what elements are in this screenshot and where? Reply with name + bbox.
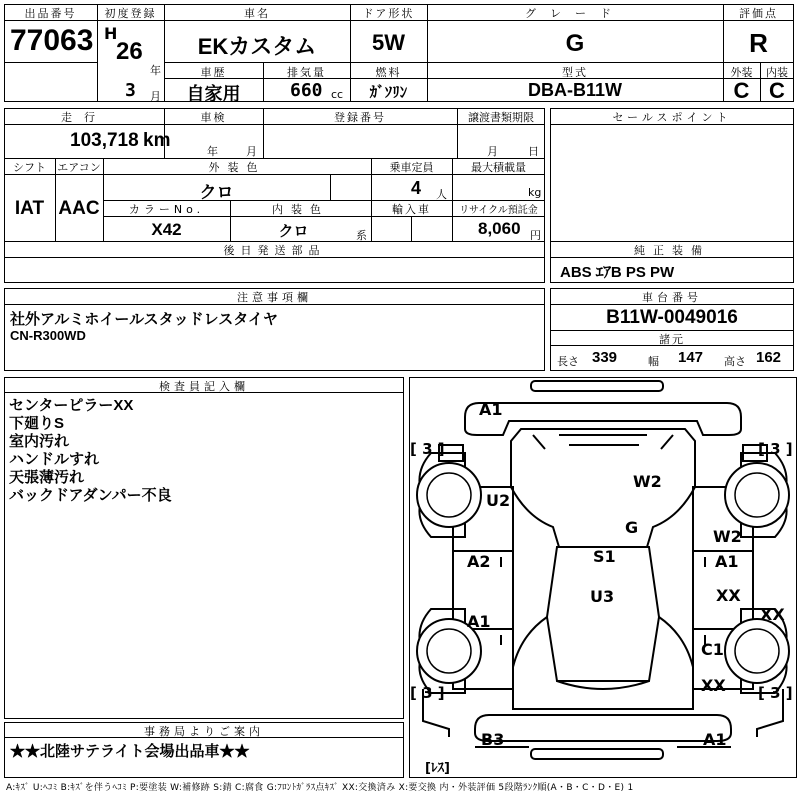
recycle-unit: 円 xyxy=(530,229,541,242)
inspector-note: 天張薄汚れ xyxy=(9,469,85,486)
mark-a1-rear: A1 xyxy=(703,730,727,749)
registration-month: 3 xyxy=(125,80,136,101)
model-label: 型式 xyxy=(562,66,588,79)
mileage: 103,718 xyxy=(70,130,139,151)
mark-g-glass: G xyxy=(625,518,639,537)
max-load-unit: kg xyxy=(528,186,542,199)
later-parts-label: 後日発送部品 xyxy=(223,244,326,257)
mark-xx-right: XX xyxy=(716,586,741,605)
mark-a1-left: A1 xyxy=(467,612,491,631)
era: H xyxy=(104,24,118,43)
mark-w2-right: W2 xyxy=(713,527,742,546)
aircon: AAC xyxy=(58,198,100,219)
fuel: ｶﾞｿﾘﾝ xyxy=(369,84,408,101)
tire-front-left: [ 3 ] xyxy=(410,440,445,458)
interior-color-label: 内装色 xyxy=(272,203,329,216)
damage-legend: A:ｷｽﾞ U:ﾍｺﾐ B:ｷｽﾞを伴うﾍｺﾐ P:要塗装 W:補修跡 S:錆 C:腐食 G:ﾌﾛﾝﾄｶﾞﾗｽ点ｷｽﾞ XX:交換済み X:要交換 内・外装評価 5段階ﾗﾝｸ順(A・B・C・D・E) 1 xyxy=(6,783,634,793)
score: R xyxy=(749,28,768,58)
interior-color: クロ xyxy=(278,223,309,240)
recycle-fee: 8,060 xyxy=(478,219,521,238)
grade-label: グレード xyxy=(525,7,625,20)
spare-tire-status: [ﾚｽ] xyxy=(425,761,450,776)
first-registration-label: 初度登録 xyxy=(104,7,157,20)
capacity-label: 乗車定員 xyxy=(389,161,434,174)
mark-a1-right: A1 xyxy=(715,552,739,571)
height-label: 高さ xyxy=(724,355,746,368)
office-notice: ★★北陸サテライト会場出品車★★ xyxy=(10,743,250,760)
model: DBA-B11W xyxy=(527,80,622,100)
shift: IAT xyxy=(14,198,45,219)
displacement-unit: cc xyxy=(331,88,344,101)
chassis-number: B11W-0049016 xyxy=(606,307,738,328)
mark-w2-roof: W2 xyxy=(633,472,662,491)
height: 162 xyxy=(756,349,782,366)
history: 自家用 xyxy=(186,84,241,104)
interior-label: 内装 xyxy=(766,66,788,79)
inspection-year-unit: 年 xyxy=(207,145,218,158)
aircon-label: エアコン xyxy=(57,161,101,174)
grade: G xyxy=(565,30,585,57)
tire-rear-right: [ 3 ] xyxy=(758,684,793,702)
mark-a1-front: A1 xyxy=(479,400,503,419)
mark-a2-left: A2 xyxy=(467,552,491,571)
exterior-label: 外装 xyxy=(730,66,753,79)
exterior-color: クロ xyxy=(199,183,234,202)
mileage-label: 走行 xyxy=(61,111,107,124)
sales-point-label: セールスポイント xyxy=(612,111,732,124)
equipment-label: 純正装備 xyxy=(634,244,710,257)
width: 147 xyxy=(678,349,704,366)
car-name-label: 車名 xyxy=(244,7,270,20)
lot-number-label: 出品番号 xyxy=(24,7,77,20)
shift-label: シフト xyxy=(13,161,46,174)
import-label: 輸入車 xyxy=(392,203,431,216)
inspector-note: 下廻りS xyxy=(9,415,65,432)
equipment: ABS ｴｱB PS PW xyxy=(560,264,675,281)
office-label: 事務局よりご案内 xyxy=(144,725,264,738)
transfer-day: 日 xyxy=(528,145,539,158)
recycle-label: リサイクル預託金 xyxy=(459,205,538,216)
notes-line-1: 社外アルミホイールスタッドレスタイヤ xyxy=(10,311,278,328)
mark-u2-left: U2 xyxy=(486,491,511,510)
transfer-deadline-label: 譲渡書類期限 xyxy=(468,111,534,124)
interior-color-unit: 系 xyxy=(356,229,367,242)
length: 339 xyxy=(592,349,618,366)
mark-c1: C1 xyxy=(701,640,724,659)
inspector-note: バックドアダンパー不良 xyxy=(9,487,172,504)
month-unit: 月 xyxy=(150,90,161,103)
exterior-score: C xyxy=(733,78,750,103)
inspector-note: ハンドルすれ xyxy=(9,451,100,468)
capacity: 4 xyxy=(411,178,422,198)
color-number: X42 xyxy=(151,220,182,239)
inspector-note: センターピラーXX xyxy=(9,397,134,414)
mark-b3: B3 xyxy=(481,730,505,749)
inspection-month-unit: 月 xyxy=(246,145,257,158)
car-name: EKカスタム xyxy=(197,34,317,59)
door-label: ドア形状 xyxy=(362,7,415,20)
mark-u3: U3 xyxy=(590,587,615,606)
mark-s1: S1 xyxy=(593,547,616,566)
interior-score: C xyxy=(769,78,785,103)
displacement: 660 xyxy=(290,80,323,101)
transfer-month: 月 xyxy=(487,145,498,158)
inspection-label: 車検 xyxy=(200,111,227,124)
mark-xx-lower: XX xyxy=(701,676,726,695)
displacement-label: 排気量 xyxy=(287,66,326,79)
history-label: 車歴 xyxy=(200,66,227,79)
chassis-label: 車台番号 xyxy=(642,291,702,304)
registration-number-label: 登録番号 xyxy=(334,111,386,124)
tire-front-right: [ 3 ] xyxy=(758,440,793,458)
color-number-label: カラーNo. xyxy=(128,203,205,216)
length-label: 長さ xyxy=(557,355,579,368)
width-label: 幅 xyxy=(648,355,659,368)
spec-label: 諸元 xyxy=(659,333,685,346)
registration-year: 26 xyxy=(116,38,143,65)
mark-xx-far-right: XX xyxy=(760,605,785,624)
lot-number: 77063 xyxy=(10,24,94,57)
exterior-color-label: 外装色 xyxy=(208,161,266,174)
car-outline xyxy=(409,377,797,778)
tire-rear-left: [ 3 ] xyxy=(410,684,445,702)
door-type: 5W xyxy=(372,30,405,55)
year-unit: 年 xyxy=(150,64,161,77)
inspector-note: 室内汚れ xyxy=(9,433,70,450)
notes-line-2: CN-R300WD xyxy=(10,328,86,343)
capacity-unit: 人 xyxy=(436,188,447,201)
max-load-label: 最大積載量 xyxy=(471,161,526,174)
notes-label: 注意事項欄 xyxy=(237,291,312,304)
inspector-label: 検査員記入欄 xyxy=(159,380,249,393)
mileage-unit: km xyxy=(143,130,171,151)
score-label: 評価点 xyxy=(739,7,778,20)
fuel-label: 燃料 xyxy=(375,66,402,79)
